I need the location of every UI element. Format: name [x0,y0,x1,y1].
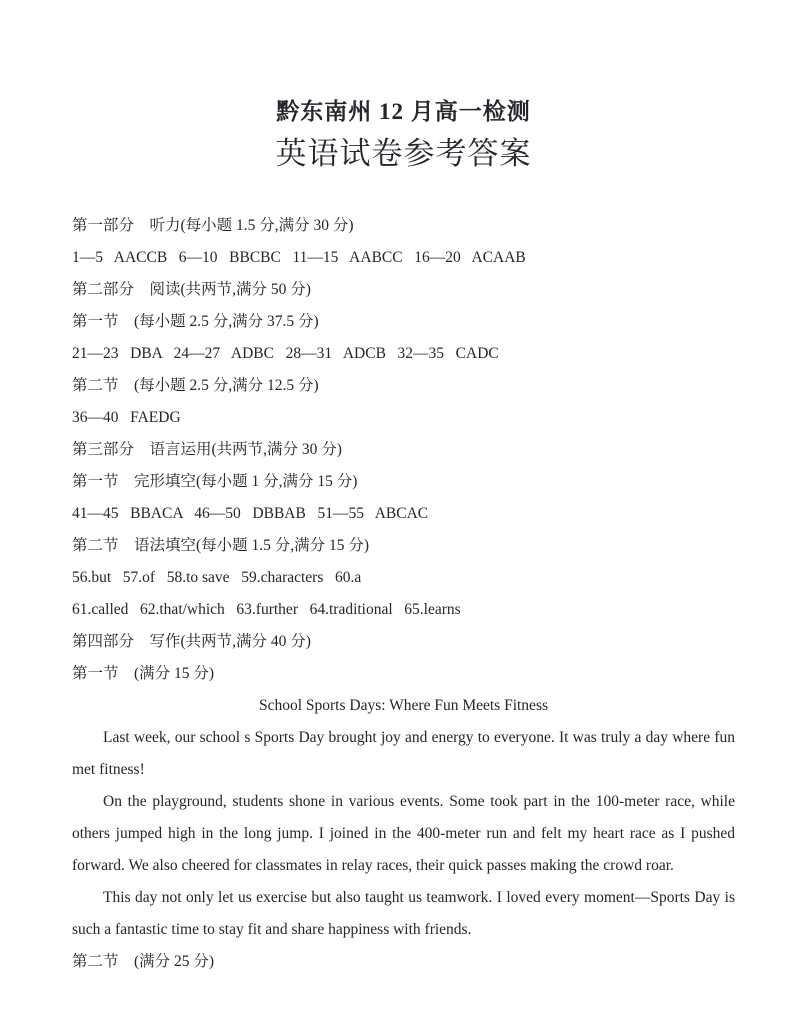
cloze-answers-41-55: 41—45 BBACA 46—50 DBBAB 51—55 ABCAC [72,505,429,522]
answer-key-title: 英语试卷参考答案 [275,136,532,171]
grammar-answers-61-65: 61.called 62.that/which 63.further 64.traditional 65.learns [72,601,461,618]
essay-paragraph-3: This day not only let us exercise but also taught us teamwork. I loved every moment—Sports Day is such a fantastic time to stay fit and share happiness with friends. [72,889,735,938]
part4-writing-heading: 第四部分 写作(共两节,满分 40 分) [72,633,311,650]
essay-title: School Sports Days: Where Fun Meets Fitness [258,697,549,714]
answer-key-body [72,210,735,978]
part4-section2-heading: 第二节 (满分 25 分) [72,953,215,970]
essay-paragraph-1: Last week, our school s Sports Day brought joy and energy to everyone. It was truly a day where fun met fitness! [72,729,735,778]
reading-answers-21-35: 21—23 DBA 24—27 ADBC 28—31 ADCB 32—35 CADC [72,345,499,362]
essay-paragraph-2: On the playground, students shone in various events. Some took part in the 100-meter race, while others jumped high in the long jump. I joined in the 400-meter run and felt my heart race as I pushed forward. We also cheered for classmates in relay races, their quick passes making the crowd roar. [72,793,735,874]
part3-language-use-heading: 第三部分 语言运用(共两节,满分 30 分) [72,441,342,458]
part3-grammar-heading: 第二节 语法填空(每小题 1.5 分,满分 15 分) [72,537,370,554]
grammar-answers-56-60: 56.but 57.of 58.to save 59.characters 60.a [72,569,362,586]
part1-listening-heading: 第一部分 听力(每小题 1.5 分,满分 30 分) [72,217,354,234]
part2-reading-heading: 第二部分 阅读(共两节,满分 50 分) [72,281,311,298]
reading-answers-36-40: 36—40 FAEDG [72,409,181,426]
exam-title: 黔东南州 12 月高一检测 [276,99,531,124]
listening-answers-1-20: 1—5 AACCB 6—10 BBCBC 11—15 AABCC 16—20 ACAAB [72,249,526,266]
part2-section2-heading: 第二节 (每小题 2.5 分,满分 12.5 分) [72,377,319,394]
part3-cloze-heading: 第一节 完形填空(每小题 1 分,满分 15 分) [72,473,358,490]
part4-section1-heading: 第一节 (满分 15 分) [72,665,215,682]
part2-section1-heading: 第一节 (每小题 2.5 分,满分 37.5 分) [72,313,319,330]
